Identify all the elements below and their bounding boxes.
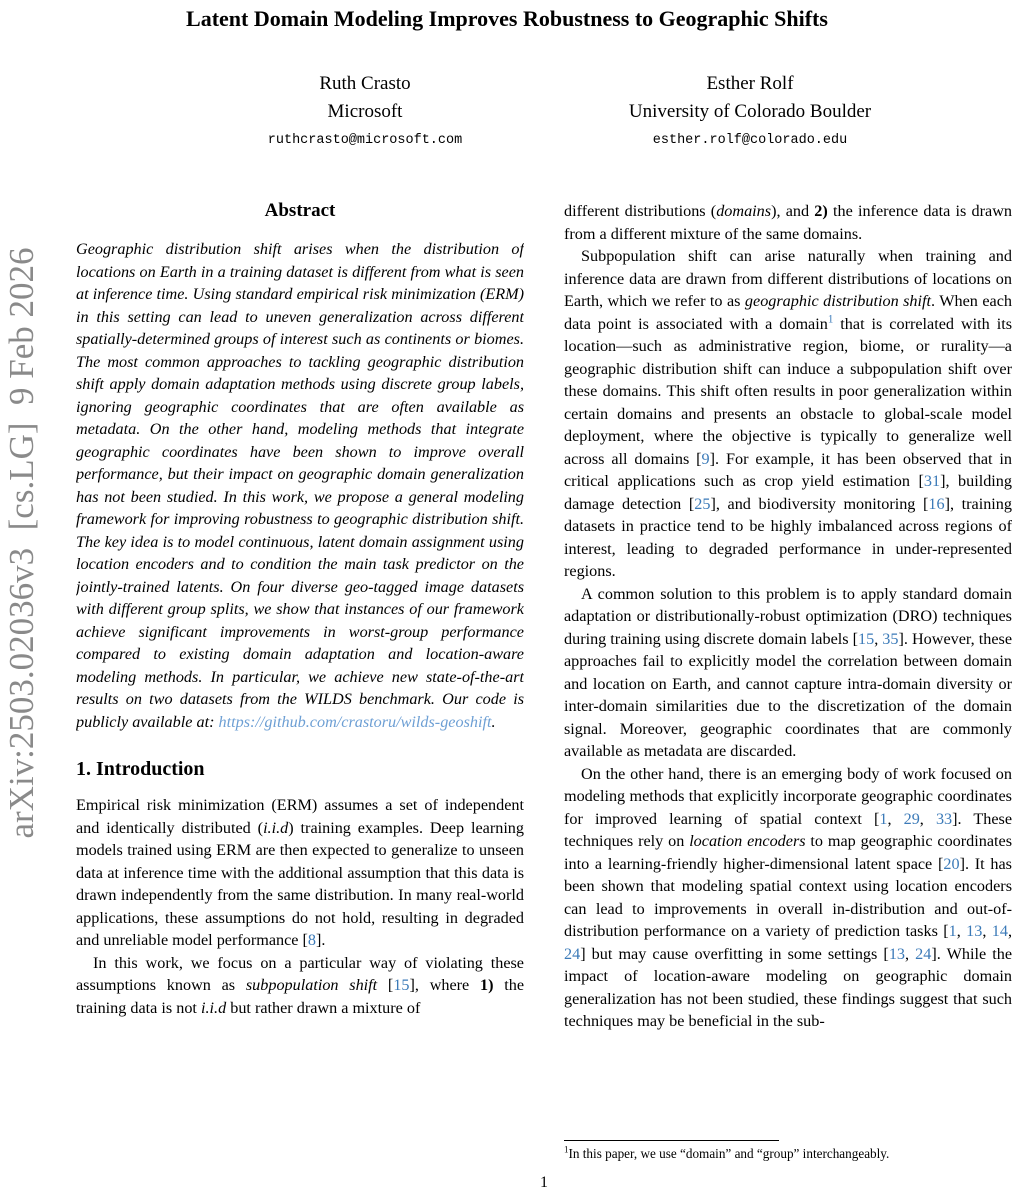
text-run: In this paper, we use “domain” and “group” interchangeably.	[568, 1146, 890, 1161]
author-block	[629, 70, 871, 148]
text-run: ], and biodiversity monitoring [	[710, 494, 929, 513]
text-run: the inference data is drawn from a different mixture of the same domains.	[564, 202, 1012, 243]
text-run: Subpopulation shift can arise naturally when training and inference data are drawn from different distributions of locations on Earth, which we refer to as	[564, 247, 1012, 310]
paper-title: Latent Domain Modeling Improves Robustness to Geographic Shifts	[186, 6, 828, 31]
text-run: 1	[564, 1144, 569, 1155]
right-column	[564, 200, 1012, 1162]
text-run: ,	[1007, 922, 1012, 940]
footnote-text	[564, 1146, 1012, 1162]
citation-ref[interactable]: 13	[888, 944, 905, 963]
abstract-heading: Abstract	[264, 200, 336, 221]
citation-ref[interactable]: 33	[935, 809, 953, 828]
citation-ref[interactable]: 1	[948, 922, 957, 940]
text-run: ], where	[409, 976, 480, 994]
author-affiliation: Microsoft	[327, 101, 403, 122]
text-run: Empirical risk minimization (ERM) assumes a set of independent and identically distributed (	[76, 796, 524, 837]
citation-ref[interactable]: 8	[307, 931, 317, 949]
text-run: ]. It has been shown that modeling spatial context using location encoders can lead to improvements in overall in-distribution and out-of-distribution performance on a variety of prediction tasks [	[564, 854, 1012, 940]
text-run: the training data is not	[76, 976, 524, 1017]
text-run: Geographic distribution shift arises when the distribution of locations on Earth in a training dataset is different from what is seen at inference time. Using standard empirical risk minimization (ERM) in this setting can lead to uneven generalization across different spatially-determined groups of interest such as continents or biomes. The most common approaches to tackling geographic distribution shift apply domain adaptation methods using discrete group labels, ignoring geographic coordinates that are often available as metadata. On the other hand, modeling methods that integrate geographic coordinates have been shown to improve overall performance, but their impact on geographic domain generalization has not been studied. In this work, we propose a general modeling framework for improving robustness to geographic distribution shift. The key idea is to model continuous, latent domain assignment using location encoders and to condition the main task predictor on the jointly-trained latents. On four diverse geo-tagged image datasets with different group splits, we show that instances of our framework achieve significant improvements in worst-group performance compared to existing domain adaptation and location-aware modeling methods. In particular, we achieve new state-of-the-art results on two datasets from the WILDS benchmark. Our code is publicly available at:	[76, 240, 524, 731]
text-run: [	[377, 976, 394, 994]
paragraph	[76, 794, 524, 952]
text-run: 2)	[814, 202, 828, 220]
text-run: . When each data point is associated with a domain	[564, 292, 1012, 333]
text-run: A common solution to this problem is to apply standard domain adaptation or distributionally-robust optimization (DRO) techniques during training using discrete domain labels [	[564, 584, 1012, 648]
text-run: 1)	[480, 976, 494, 994]
text-run: ].	[316, 931, 326, 949]
text-run: ,	[919, 809, 936, 828]
text-run: location encoders	[689, 832, 806, 850]
text-run: domains	[716, 202, 772, 220]
abstract-text	[76, 238, 524, 733]
citation-ref[interactable]: 15	[858, 629, 875, 648]
paragraph	[564, 200, 1012, 245]
text-run: i.i.d	[200, 998, 227, 1017]
text-run: In this work, we focus on a particular way of violating these assumptions known as	[76, 953, 524, 994]
text-run: subpopulation shift	[245, 976, 378, 994]
citation-ref[interactable]: 16	[928, 494, 945, 513]
text-run: ]. However, these approaches fail to explicitly model the correlation between domain and location on Earth, and cannot capture intra-domain diversity or inter-domain similarities due to the discretization of the domain signal. Moreover, geographic coordinates that are commonly available as metadata are discarded.	[564, 629, 1012, 760]
footnote	[564, 1136, 1012, 1162]
text-run: that is correlated with its location—such as administrative region, biome, or rurality—a geographic distribution shift can induce a subpopulation shift over these domains. This shift often results in poor generalization within certain domains and presents an obstacle to global-scale model deployment, where the objective is typically to generalize well across all domains [	[564, 314, 1012, 468]
text-run: ,	[905, 944, 916, 963]
author-name: Ruth Crasto	[319, 73, 411, 94]
text-run: ,	[956, 922, 967, 940]
citation-ref[interactable]: 29	[903, 809, 920, 828]
text-run: ], training datasets in practice tend to be highly imbalanced across regions of interest, leading to degraded performance in under-represented regions.	[564, 494, 1012, 580]
citation-ref[interactable]: 15	[393, 976, 410, 994]
text-run: On the other hand, there is an emerging body of work focused on modeling methods that explicitly incorporate geographic coordinates for improved learning of spatial context [	[564, 764, 1012, 828]
author-email: esther.rolf@colorado.edu	[652, 133, 848, 148]
citation-ref[interactable]: 24	[564, 944, 581, 963]
citation-ref[interactable]: 31	[923, 472, 941, 490]
paragraph	[76, 952, 524, 1020]
text-run: i.i.d	[263, 818, 289, 837]
text-run: ]. For example, it has been observed that in critical applications such as crop yield estimation [	[564, 449, 1012, 490]
left-column	[76, 200, 524, 1162]
author-email: ruthcrasto@microsoft.com	[267, 133, 463, 148]
text-run: ] but may cause overfitting in some settings [	[580, 944, 889, 963]
text-run: different distributions (	[564, 202, 717, 220]
arxiv-watermark: arXiv:2503.02036v3 [cs.LG] 9 Feb 2026	[2, 247, 41, 839]
citation-ref[interactable]: 14	[991, 922, 1008, 940]
footnote-rule	[564, 1140, 779, 1141]
paragraph	[564, 245, 1012, 583]
text-run: ], building damage detection [	[564, 472, 1012, 513]
text-run: ), and	[771, 202, 815, 220]
citation-ref[interactable]: 20	[943, 854, 960, 873]
citation-ref[interactable]: 13	[966, 922, 983, 940]
text-run: ]. These techniques rely on	[564, 809, 1012, 850]
two-column-body	[76, 200, 1012, 1162]
text-run: .	[491, 712, 496, 731]
author-name: Esther Rolf	[706, 73, 794, 94]
text-run: ]. While the impact of location-aware modeling on geographic domain generalization has not been studied, these findings suggest that such techniques may be beneficial in the sub-	[564, 944, 1012, 1030]
text-run: ,	[874, 629, 883, 648]
paragraph	[564, 763, 1012, 1033]
page-number: 1	[540, 1174, 548, 1191]
citation-ref[interactable]: 35	[882, 629, 899, 648]
text-run: but rather drawn a mixture of	[226, 998, 421, 1017]
text-run: geographic distribution shift	[744, 292, 932, 310]
paragraph	[564, 583, 1012, 763]
section-heading-introduction: 1. Introduction	[76, 758, 205, 780]
citation-ref[interactable]: 1	[879, 809, 888, 828]
citation-ref[interactable]: 25	[694, 494, 711, 513]
author-affiliation: University of Colorado Boulder	[628, 101, 872, 122]
github-link[interactable]: https://github.com/crastoru/wilds-geoshift	[218, 712, 492, 731]
citation-ref[interactable]: 1	[827, 313, 834, 326]
text-run: ) training examples. Deep learning models trained using ERM are then expected to generalize to unseen data at inference time with the additional assumption that this data is drawn independently from the same distribution. In many real-world applications, these assumptions do not hold, resulting in degraded and unreliable model performance [	[76, 818, 524, 949]
citation-ref[interactable]: 9	[701, 449, 710, 468]
author-block	[268, 70, 462, 148]
text-run: to map geographic coordinates into a learning-friendly higher-dimensional latent space [	[564, 832, 1012, 873]
text-run: ,	[982, 922, 992, 940]
citation-ref[interactable]: 24	[915, 944, 932, 963]
text-run: ,	[887, 809, 904, 828]
